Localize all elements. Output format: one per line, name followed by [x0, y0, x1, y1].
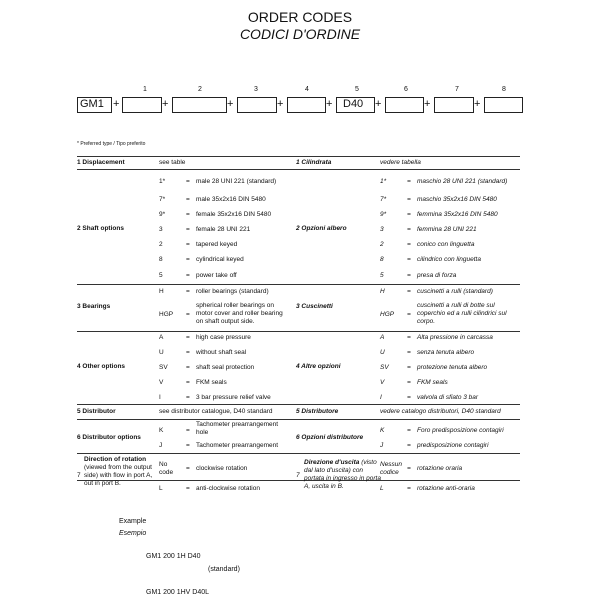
rotation-code-it: L	[380, 485, 384, 492]
shaft-desc: male 35x2x16 DIN 5480	[196, 196, 266, 203]
equals-sign: =	[186, 311, 190, 318]
rotation-number: 7	[77, 472, 81, 479]
code-box-8	[484, 97, 523, 113]
plus-sign: +	[375, 98, 382, 110]
displacement-label: 1 Displacement	[77, 159, 125, 166]
page-subtitle: CODICI D'ORDINE	[239, 26, 361, 42]
shaft-desc-it: cilindrico con linguetta	[417, 256, 481, 263]
displacement-label-it: 1 Cilindrata	[296, 159, 332, 166]
bearing-desc-it: cuscinetti a rulli di botte sul coperchio ed a rulli cilindrici sul corpo.	[417, 302, 507, 325]
other-options-label: 4 Other options	[77, 363, 126, 370]
option-desc-it: protezione tenuta albero	[417, 364, 488, 371]
example-label: Example	[119, 518, 147, 525]
option-code: U	[159, 349, 164, 356]
example-code: GM1 200 1H D40	[146, 553, 201, 560]
equals-sign: =	[407, 226, 411, 233]
shaft-code: 8	[159, 256, 163, 263]
position-number: 3	[254, 86, 258, 93]
distributor-options-label-it: 6 Opzioni distributore	[296, 434, 364, 441]
code-box-3	[237, 97, 277, 113]
distributor-label-it: 5 Distributore	[296, 408, 339, 415]
bearing-desc: spherical roller bearings on motor cover and roller bearing on shaft output side.	[196, 302, 283, 325]
plus-sign: +	[474, 98, 481, 110]
plus-sign: +	[277, 98, 284, 110]
option-desc: high case pressure	[196, 334, 251, 341]
equals-sign: =	[407, 196, 411, 203]
code-fixed: D40	[343, 98, 364, 110]
option-desc: 3 bar pressure relief valve	[196, 394, 271, 401]
shaft-code: 2	[159, 241, 163, 248]
rotation-label-bold: Direction of rotation	[84, 456, 147, 463]
plus-sign: +	[227, 98, 234, 110]
rotation-code-it: Nessun codice	[380, 461, 403, 476]
code-box-6	[385, 97, 424, 113]
rotation-label-rest-it: (visto dal lato d'uscita) con portata in ingresso in porta A, uscita in B.	[304, 459, 381, 490]
divider	[77, 284, 520, 285]
equals-sign: =	[407, 256, 411, 263]
shaft-code: 5	[159, 272, 163, 279]
code-box-2	[172, 97, 227, 113]
dist-option-desc-it: predisposizione contagiri	[417, 442, 489, 449]
divider	[77, 169, 520, 170]
code-box-1	[122, 97, 162, 113]
code-prefix: GM1	[80, 98, 104, 110]
shaft-code: 9*	[159, 211, 166, 218]
bearing-code-it: H	[380, 288, 385, 295]
bearing-code: HGP	[159, 311, 174, 318]
equals-sign: =	[407, 442, 411, 449]
position-number: 4	[305, 86, 309, 93]
shaft-code-it: 8	[380, 256, 384, 263]
bearings-label-it: 3 Cuscinetti	[296, 303, 333, 310]
equals-sign: =	[186, 442, 190, 449]
divider	[77, 156, 520, 157]
shaft-code: 7*	[159, 196, 166, 203]
equals-sign: =	[186, 196, 190, 203]
equals-sign: =	[186, 334, 190, 341]
distributor-text: see distributor catalogue, D40 standard	[159, 408, 273, 415]
example-code: GM1 200 1HV D40L	[146, 589, 210, 596]
rotation-desc: clockwise rotation	[196, 465, 248, 472]
option-code: V	[159, 379, 164, 386]
option-desc-it: valvola di sfiato 3 bar	[417, 394, 479, 401]
option-code: SV	[159, 364, 168, 371]
shaft-code-it: 5	[380, 272, 384, 279]
equals-sign: =	[407, 334, 411, 341]
bearings-label: 3 Bearings	[77, 303, 111, 310]
equals-sign: =	[407, 272, 411, 279]
equals-sign: =	[186, 485, 190, 492]
divider	[77, 453, 520, 454]
shaft-options-label-it: 2 Opzioni albero	[296, 225, 347, 232]
shaft-options-label: 2 Shaft options	[77, 225, 124, 232]
dist-option-desc-it: Foro predisposizione contagiri	[417, 427, 504, 434]
option-code-it: A	[380, 334, 385, 341]
dist-option-code-it: J	[380, 442, 384, 449]
position-number: 7	[455, 86, 459, 93]
option-code-it: I	[380, 394, 382, 401]
shaft-code: 1*	[159, 178, 166, 185]
dist-option-desc: Tachometer prearrangement	[196, 442, 279, 449]
equals-sign: =	[186, 465, 190, 472]
equals-sign: =	[186, 241, 190, 248]
option-desc: without shaft seal	[196, 349, 247, 356]
equals-sign: =	[186, 379, 190, 386]
option-code-it: SV	[380, 364, 389, 371]
shaft-code-it: 9*	[380, 211, 387, 218]
option-code-it: V	[380, 379, 385, 386]
equals-sign: =	[186, 178, 190, 185]
equals-sign: =	[407, 241, 411, 248]
equals-sign: =	[186, 349, 190, 356]
shaft-code: 3	[159, 226, 163, 233]
rotation-number-it: 7	[296, 472, 300, 479]
distributor-label: 5 Distributor	[77, 408, 116, 415]
shaft-desc-it: conico con linguetta	[417, 241, 475, 248]
shaft-code-it: 7*	[380, 196, 387, 203]
divider	[77, 419, 520, 420]
dist-option-code-it: K	[380, 427, 385, 434]
rotation-label-bold-it: Direzione d'uscita	[304, 459, 360, 466]
option-desc-it: Alta pressione in carcassa	[417, 334, 493, 341]
bearing-code: H	[159, 288, 164, 295]
equals-sign: =	[407, 485, 411, 492]
bearing-desc-it: cuscinetti a rulli (standard)	[417, 288, 493, 295]
shaft-desc-it: presa di forza	[417, 272, 457, 279]
option-code-it: U	[380, 349, 385, 356]
shaft-desc-it: femmina 35x2x16 DIN 5480	[417, 211, 498, 218]
rotation-label-rest: (viewed from the output side) with flow in port A, out in port B.	[84, 464, 153, 487]
equals-sign: =	[407, 465, 411, 472]
position-number: 8	[502, 86, 506, 93]
equals-sign: =	[186, 226, 190, 233]
equals-sign: =	[407, 288, 411, 295]
position-number: 6	[404, 86, 408, 93]
position-number: 1	[143, 86, 147, 93]
position-number: 5	[355, 86, 359, 93]
shaft-desc: power take off	[196, 272, 237, 279]
divider	[77, 331, 520, 332]
plus-sign: +	[424, 98, 431, 110]
shaft-desc-it: femmina 28 UNI 221	[417, 226, 477, 233]
shaft-desc-it: maschio 35x2x16 DIN 5480	[417, 196, 497, 203]
shaft-desc-it: maschio 28 UNI 221 (standard)	[417, 178, 508, 185]
other-options-label-it: 4 Altre opzioni	[296, 363, 341, 370]
example-note: (standard)	[208, 566, 240, 573]
shaft-code-it: 2	[380, 241, 384, 248]
preferred-note: * Preferred type / Tipo preferito	[77, 141, 146, 147]
code-box-4	[287, 97, 326, 113]
dist-option-code: K	[159, 427, 164, 434]
example-label-it: Esempio	[119, 530, 147, 537]
equals-sign: =	[186, 364, 190, 371]
rotation-label	[84, 456, 154, 488]
shaft-code-it: 3	[380, 226, 384, 233]
rotation-desc: anti-clockwise rotation	[196, 485, 260, 492]
equals-sign: =	[186, 394, 190, 401]
rotation-code: No code	[159, 461, 174, 476]
code-box-7	[434, 97, 474, 113]
distributor-options-label: 6 Distributor options	[77, 434, 141, 441]
rotation-desc-it: rotazione oraria	[417, 465, 463, 472]
equals-sign: =	[407, 379, 411, 386]
equals-sign: =	[407, 427, 411, 434]
equals-sign: =	[407, 178, 411, 185]
option-desc-it: senza tenuta albero	[417, 349, 475, 356]
shaft-desc: tapered keyed	[196, 241, 238, 248]
plus-sign: +	[162, 98, 169, 110]
equals-sign: =	[407, 349, 411, 356]
equals-sign: =	[186, 211, 190, 218]
shaft-code-it: 1*	[380, 178, 387, 185]
displacement-text: see table	[159, 159, 186, 166]
dist-option-code: J	[159, 442, 163, 449]
option-code: A	[159, 334, 164, 341]
shaft-desc: female 28 UNI 221	[196, 226, 251, 233]
shaft-desc: female 35x2x16 DIN 5480	[196, 211, 272, 218]
equals-sign: =	[186, 427, 190, 434]
bearing-code-it: HGP	[380, 311, 395, 318]
rotation-label-it	[304, 459, 382, 491]
distributor-text-it: vedere catalogo distributori, D40 standard	[380, 408, 501, 415]
displacement-text-it: vedere tabella	[380, 159, 421, 166]
plus-sign: +	[326, 98, 333, 110]
divider	[77, 404, 520, 405]
equals-sign: =	[407, 311, 411, 318]
equals-sign: =	[407, 394, 411, 401]
bearing-desc: roller bearings (standard)	[196, 288, 269, 295]
page-title: ORDER CODES	[247, 9, 353, 25]
dist-option-desc: Tachometer prearrangement hole	[196, 421, 279, 436]
shaft-desc: male 28 UNI 221 (standard)	[196, 178, 277, 185]
equals-sign: =	[407, 211, 411, 218]
rotation-code: L	[159, 485, 163, 492]
shaft-desc: cylindrical keyed	[196, 256, 244, 263]
plus-sign: +	[113, 98, 120, 110]
position-number: 2	[198, 86, 202, 93]
option-desc: shaft seal protection	[196, 364, 255, 371]
option-code: I	[159, 394, 161, 401]
option-desc-it: FKM seals	[417, 379, 448, 386]
equals-sign: =	[186, 272, 190, 279]
option-desc: FKM seals	[196, 379, 227, 386]
equals-sign: =	[186, 256, 190, 263]
equals-sign: =	[407, 364, 411, 371]
equals-sign: =	[186, 288, 190, 295]
rotation-desc-it: rotazione anti-oraria	[417, 485, 475, 492]
